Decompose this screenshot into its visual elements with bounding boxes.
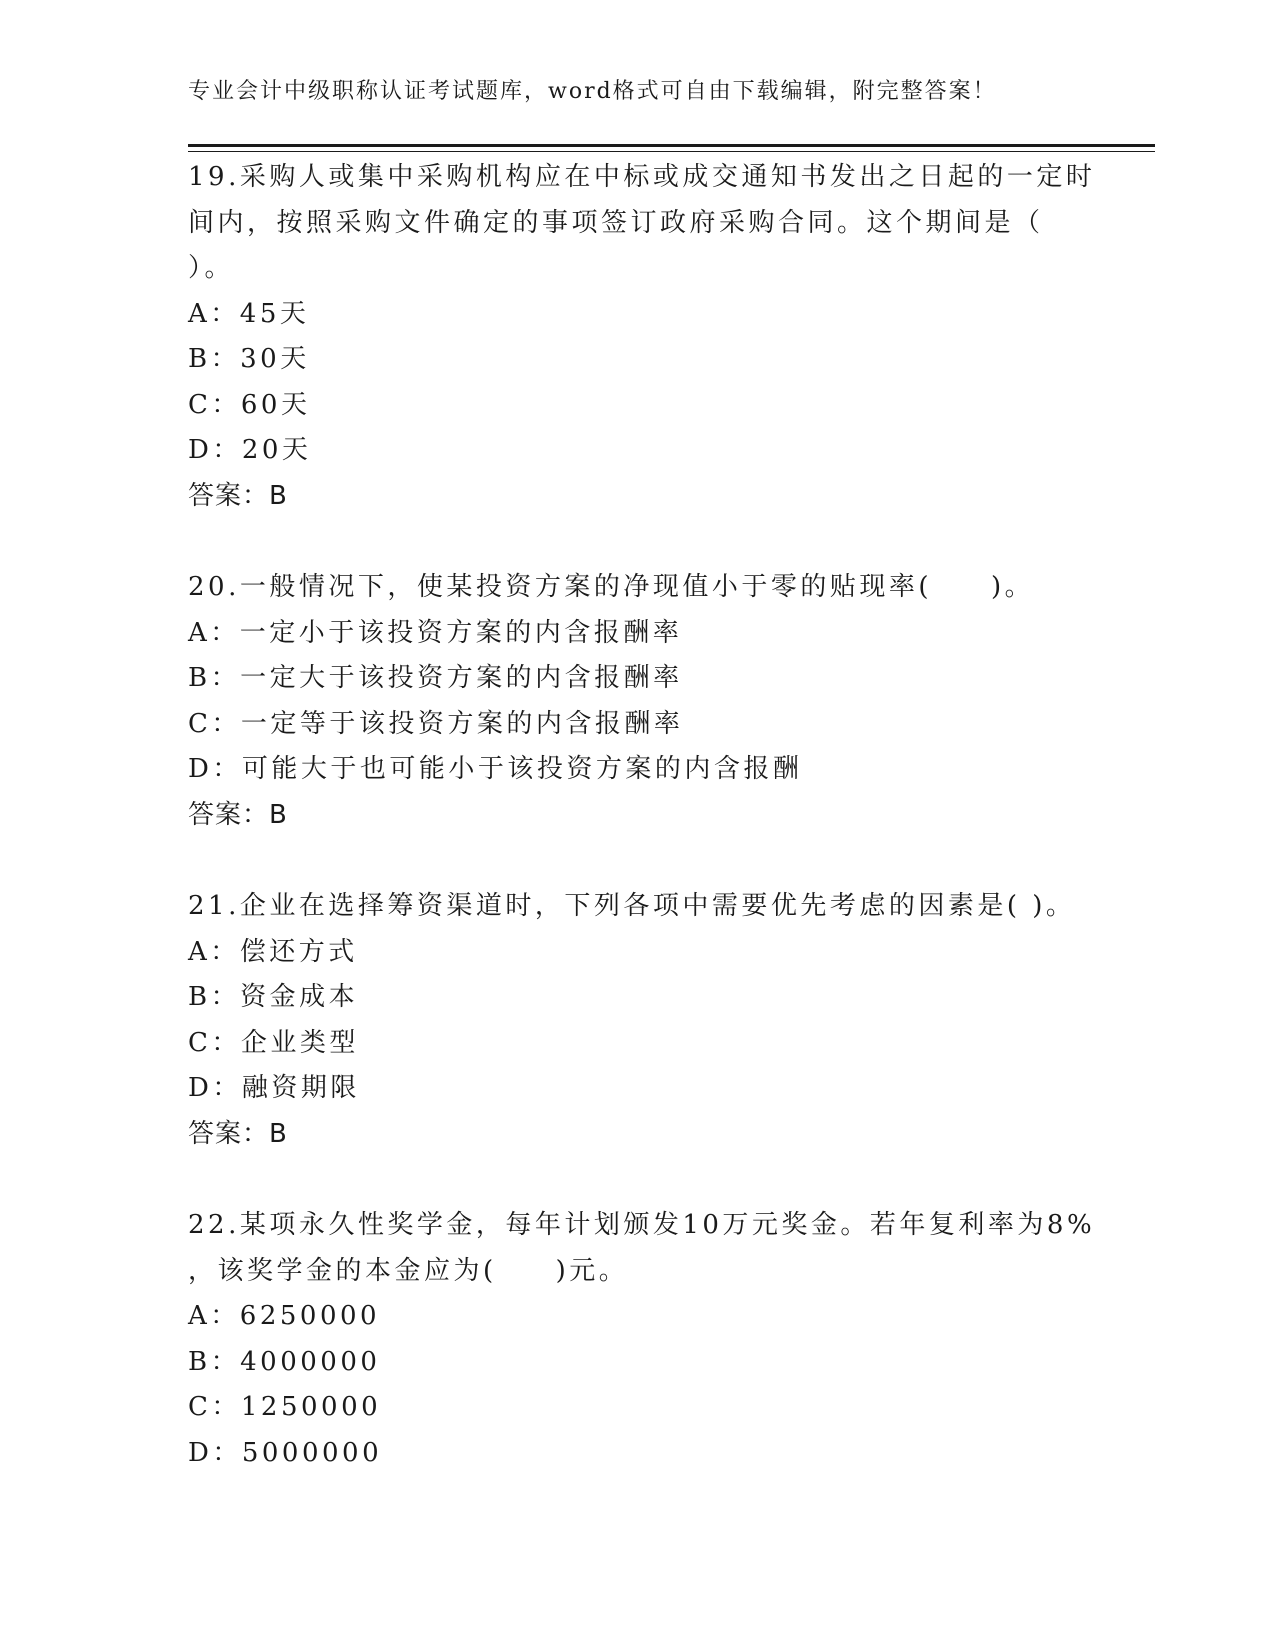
option-c: C：1250000: [188, 1392, 382, 1422]
question-stem-line: 20.一般情况下，使某投资方案的净现值小于零的贴现率( )。: [188, 572, 1035, 602]
question-stem-line: 19.采购人或集中采购机构应在中标或成交通知书发出之日起的一定时: [188, 162, 1096, 192]
header-rule-thick: [188, 144, 1155, 147]
option-d: D：20天: [188, 435, 312, 465]
question-19: [188, 155, 1096, 519]
option-d: D：可能大于也可能小于该投资方案的内含报酬: [188, 754, 803, 784]
option-a: A：6250000: [188, 1301, 381, 1331]
option-a: A：45天: [188, 298, 310, 329]
question-stem-line: ，该奖学金的本金应为( )元。: [188, 1255, 629, 1286]
option-a: A：一定小于该投资方案的内含报酬率: [188, 617, 683, 648]
option-a: A：偿还方式: [188, 936, 358, 967]
question-stem-line: ）。: [188, 253, 235, 283]
question-21: [188, 884, 1088, 1157]
page-header: 专业会计中级职称认证考试题库，word格式可自由下载编辑，附完整答案！: [188, 79, 997, 104]
question-20: [188, 565, 1088, 838]
option-c: C：一定等于该投资方案的内含报酬率: [188, 708, 684, 739]
option-c: C：企业类型: [188, 1027, 359, 1058]
question-stem-line: 21.企业在选择筹资渠道时，下列各项中需要优先考虑的因素是( )。: [188, 891, 1076, 921]
option-d: D：融资期限: [188, 1073, 360, 1103]
option-c: C：60天: [188, 389, 311, 420]
answer-line: 答案：B: [188, 1118, 288, 1149]
header-rule-thin: [188, 151, 1155, 152]
option-b: B：30天: [188, 344, 310, 374]
question-22: [188, 1203, 1096, 1476]
question-stem-line: 22.某项永久性奖学金，每年计划颁发10万元奖金。若年复利率为8%: [188, 1210, 1096, 1240]
answer-line: 答案：B: [188, 480, 288, 511]
question-stem-line: 间内，按照采购文件确定的事项签订政府采购合同。这个期间是（: [188, 207, 1044, 238]
option-b: B：一定大于该投资方案的内含报酬率: [188, 663, 683, 693]
option-d: D：5000000: [188, 1437, 383, 1468]
question-list: [188, 155, 1096, 1522]
option-b: B：资金成本: [188, 982, 359, 1012]
option-b: B：4000000: [188, 1346, 381, 1377]
answer-line: 答案：B: [188, 799, 288, 830]
